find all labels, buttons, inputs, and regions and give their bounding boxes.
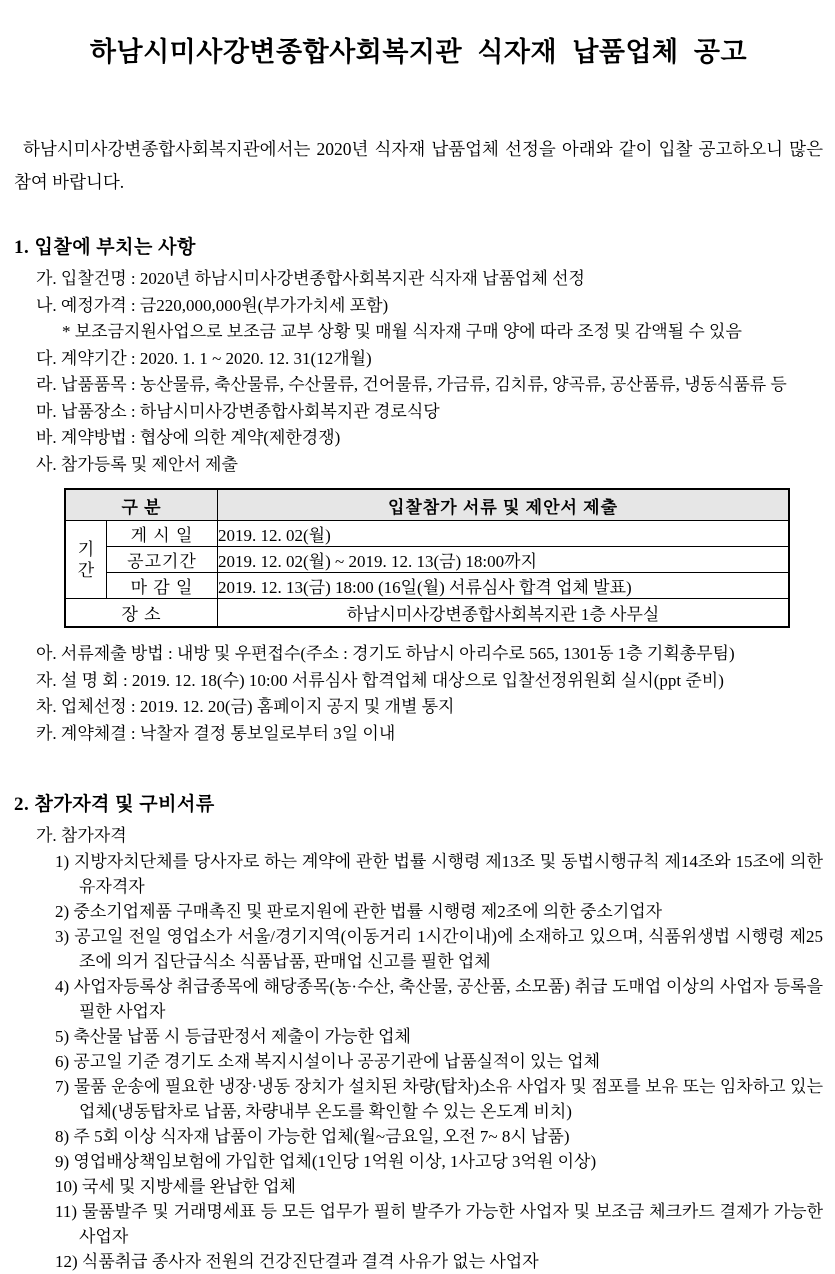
qualification-item-1: 1) 지방자치단체를 당사자로 하는 계약에 관한 법률 시행령 제13조 및 동법시행규칙 제14조와 15조에 의한 유자격자 [55,852,823,896]
row-value-place: 하남시미사강변종합사회복지관 1층 사무실 [218,599,790,628]
row-label-deadline: 마 감 일 [107,573,218,599]
section1-item-contract-sign: 카. 계약체결 : 낙찰자 결정 통보일로부터 3일 이내 [36,723,396,743]
document-title: 하남시미사강변종합사회복지관 식자재 납품업체 공고 [89,37,748,67]
qualification-item-12: 12) 식품취급 종사자 전원의 건강진단결과 결격 사유가 없는 사업자 [55,1252,539,1271]
qualification-item-2: 2) 중소기업제품 구매촉진 및 판로지원에 관한 법률 시행령 제2조에 의한 중소기업자 [55,902,663,921]
intro-paragraph: 하남시미사강변종합사회복지관에서는 2020년 식자재 납품업체 선정을 아래와 같이 입찰 공고하오니 많은 참여 바랍니다. [14,139,823,192]
period-group-char-1: 기 [77,539,95,559]
row-label-post-date: 게 시 일 [107,521,218,547]
section2-heading: 2. 참가자격 및 구비서류 [14,794,215,815]
qualification-item-4: 4) 사업자등록상 취급종목에 해당종목(농·수산, 축산물, 공산품, 소모품) 취급 도매업 이상의 사업자 등록을 필한 사업자 [55,977,823,1021]
qualification-item-11: 11) 물품발주 및 거래명세표 등 모든 업무가 필히 발주가 가능한 사업자 및 보조금 체크카드 결제가 가능한 사업자 [55,1202,823,1246]
table-row [65,521,789,547]
section2-subheading: 가. 참가자격 [36,826,127,845]
schedule-table-header-category: 구 분 [65,489,218,521]
qualification-item-6: 6) 공고일 기준 경기도 소재 복지시설이나 공공기관에 납품실적이 있는 업체 [55,1052,601,1071]
qualification-item-8: 8) 주 5회 이상 식자재 납품이 가능한 업체(월~금요일, 오전 7~ 8시 납품) [55,1127,570,1146]
qualification-item-7: 7) 물품 운송에 필요한 냉장·냉동 장치가 설치된 차량(탑차)소유 사업자 및 점포를 보유 또는 임차하고 있는 업체(냉동탑차로 납품, 차량내부 온도를 확인할 수 있는 온도계 비치) [55,1077,823,1121]
section1-item-contract-period: 다. 계약기간 : 2020. 1. 1 ~ 2020. 12. 31(12개월) [36,348,372,368]
row-value-deadline: 2019. 12. 13(금) 18:00 (16일(월) 서류심사 합격 업체 발표) [218,573,790,599]
schedule-table-period-group [65,521,107,599]
section1-item-selection: 차. 업체선정 : 2019. 12. 20(금) 홈페이지 공지 및 개별 통지 [36,697,455,716]
qualification-item-3: 3) 공고일 전일 영업소가 서울/경기지역(이동거리 1시간이내)에 소재하고 있으며, 식품위생법 시행령 제25조에 의거 집단급식소 식품납품, 판매업 신고를 필한 업체 [55,927,823,971]
section1-item-bid-name: 가. 입찰건명 : 2020년 하남시미사강변종합사회복지관 식자재 납품업체 선정 [36,269,585,288]
row-value-post-date: 2019. 12. 02(월) [218,521,790,547]
section1-item-supply-place: 마. 납품장소 : 하남시미사강변종합사회복지관 경로식당 [36,401,440,421]
section1-item-supply-items: 라. 납품품목 : 농산물류, 축산물류, 수산물류, 건어물류, 가금류, 김치류, 양곡류, 공산품류, 냉동식품류 등 [36,375,787,394]
table-row [65,547,789,573]
section1-item-briefing: 자. 설 명 회 : 2019. 12. 18(수) 10:00 서류심사 합격업체 대상으로 입찰선정위원회 실시(ppt 준비) [36,670,724,690]
section1-heading: 1. 입찰에 부치는 사항 [14,237,196,258]
row-value-notice-period: 2019. 12. 02(월) ~ 2019. 12. 13(금) 18:00까지 [218,547,790,573]
section1-item-document-submit: 아. 서류제출 방법 : 내방 및 우편접수(주소 : 경기도 하남시 아리수로 565, 1301동 1층 기획총무팀) [36,644,735,663]
row-label-place: 장 소 [65,599,218,628]
schedule-table-wrap [64,488,823,628]
schedule-table-header-submission: 입찰참가 서류 및 제안서 제출 [218,489,790,521]
schedule-table-header-row [65,489,789,521]
section1-item-price-note: * 보조금지원사업으로 보조금 교부 상황 및 매월 식자재 구매 양에 따라 조정 및 감액될 수 있음 [62,322,742,341]
table-row [65,599,789,628]
qualification-item-5: 5) 축산물 납품 시 등급판정서 제출이 가능한 업체 [55,1027,411,1046]
row-label-notice-period: 공고기간 [107,547,218,573]
schedule-table [64,488,790,628]
section1-item-contract-method: 바. 계약방법 : 협상에 의한 계약(제한경쟁) [36,428,341,447]
qualification-item-9: 9) 영업배상책임보험에 가입한 업체(1인당 1억원 이상, 1사고당 3억원 이상) [55,1152,597,1171]
period-group-char-2: 간 [77,560,95,580]
qualification-item-10: 10) 국세 및 지방세를 완납한 업체 [55,1177,296,1196]
section1-item-price: 나. 예정가격 : 금220,000,000원(부가가치세 포함) [36,295,389,315]
section1-item-registration: 사. 참가등록 및 제안서 제출 [36,454,238,474]
table-row [65,573,789,599]
